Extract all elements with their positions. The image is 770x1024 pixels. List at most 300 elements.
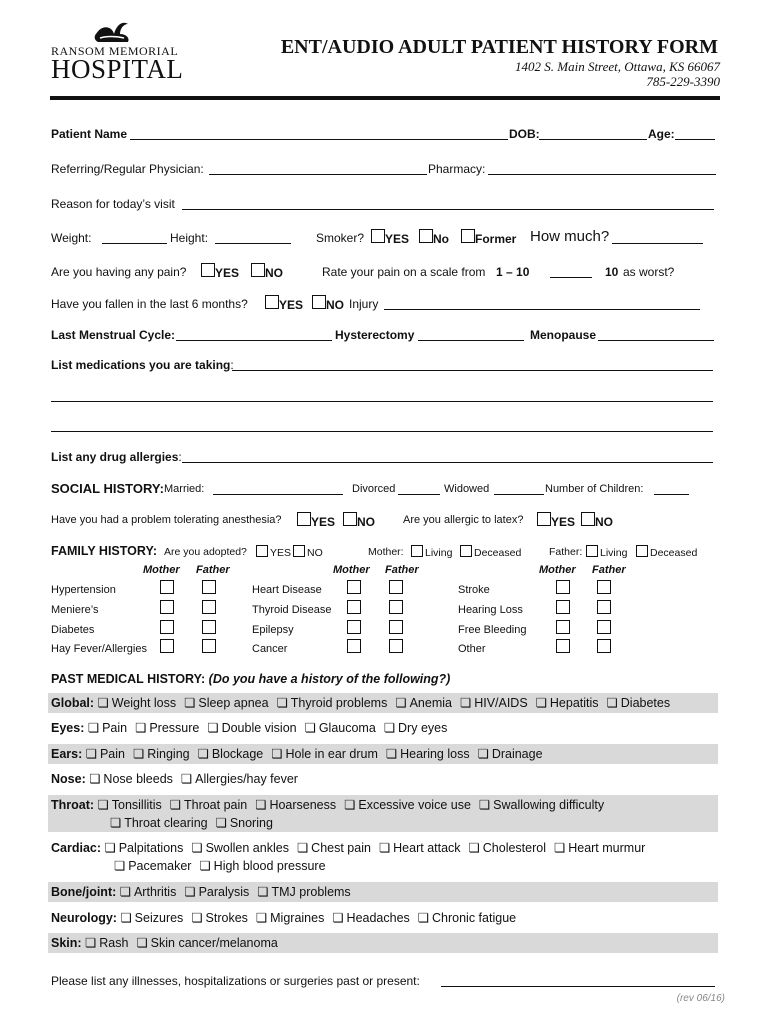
pmh-option-label: Thyroid problems bbox=[290, 696, 388, 710]
phone-line: 785-229-3390 bbox=[646, 74, 720, 89]
checkbox-icon[interactable]: ❏ bbox=[255, 798, 267, 812]
pmh-option[interactable] bbox=[271, 746, 378, 761]
pmh-option-label: Hoarseness bbox=[269, 798, 337, 812]
pmh-row-label: Eyes: bbox=[51, 721, 88, 735]
hysterectomy-field[interactable] bbox=[418, 340, 524, 341]
mother-checkbox[interactable] bbox=[556, 639, 570, 653]
pmh-row bbox=[51, 720, 455, 735]
medications-colon: : bbox=[230, 358, 234, 372]
pmh-option-label: Snoring bbox=[229, 816, 273, 830]
widowed-label: Widowed bbox=[444, 483, 490, 495]
illnesses-label: Please list any illnesses, hospitalizations or surgeries past or present: bbox=[51, 974, 420, 988]
pmh-option[interactable] bbox=[607, 695, 671, 710]
checkbox-icon[interactable] bbox=[581, 512, 595, 526]
married-label: Married: bbox=[164, 483, 205, 495]
mother-checkbox[interactable] bbox=[556, 580, 570, 594]
logo-text-big: HOSPITAL bbox=[51, 54, 184, 84]
pmh-option[interactable] bbox=[386, 746, 470, 761]
checkbox-icon[interactable] bbox=[460, 545, 472, 557]
checkbox-icon[interactable] bbox=[312, 295, 326, 309]
pmh-option-label: Arthritis bbox=[133, 885, 177, 899]
anesthesia-no[interactable] bbox=[343, 512, 375, 529]
fh-col2-item: Cancer bbox=[252, 643, 288, 655]
checkbox-icon[interactable] bbox=[537, 512, 551, 526]
father-checkbox[interactable] bbox=[202, 639, 216, 653]
height-field[interactable] bbox=[215, 243, 291, 244]
divorced-field[interactable] bbox=[398, 494, 440, 495]
pharmacy-field[interactable] bbox=[488, 174, 716, 175]
col2-father-header: Father bbox=[385, 564, 419, 576]
mother-checkbox[interactable] bbox=[160, 580, 174, 594]
age-field[interactable] bbox=[675, 139, 715, 140]
pmh-option-label: Dry eyes bbox=[398, 721, 448, 735]
pmh-option[interactable] bbox=[89, 771, 173, 786]
mother-checkbox[interactable] bbox=[347, 620, 361, 634]
pmh-row-continued bbox=[110, 815, 281, 830]
fallen-no-label: NO bbox=[326, 298, 344, 312]
divorced-label: Divorced bbox=[352, 483, 396, 495]
pain-no-label: NO bbox=[265, 266, 283, 280]
pain-question: Are you having any pain? bbox=[51, 265, 187, 279]
fh-col3-item: Free Bleeding bbox=[458, 624, 527, 636]
pmh-row bbox=[51, 910, 524, 925]
social-history-label: SOCIAL HISTORY: bbox=[51, 481, 164, 496]
patient-name-field[interactable] bbox=[130, 139, 508, 140]
pmh-option[interactable] bbox=[110, 815, 208, 830]
adopted-yes[interactable] bbox=[256, 545, 291, 559]
mother-status-label: Mother: bbox=[368, 546, 404, 558]
children-field[interactable] bbox=[654, 494, 689, 495]
children-label: Number of Children: bbox=[545, 483, 644, 495]
pmh-option-label: Pain bbox=[102, 721, 128, 735]
pmh-option[interactable] bbox=[120, 884, 177, 899]
fh-col3-item: Stroke bbox=[458, 584, 490, 596]
married-field[interactable] bbox=[213, 494, 343, 495]
checkbox-icon[interactable]: ❏ bbox=[535, 696, 547, 710]
checkbox-icon[interactable]: ❏ bbox=[85, 936, 97, 950]
checkbox-icon[interactable] bbox=[461, 229, 475, 243]
fh-col2-item: Heart Disease bbox=[252, 584, 322, 596]
fallen-question: Have you fallen in the last 6 months? bbox=[51, 297, 248, 311]
physician-field[interactable] bbox=[209, 174, 427, 175]
medications-field-3[interactable] bbox=[51, 431, 713, 432]
allergies-colon: : bbox=[178, 450, 182, 464]
injury-label: Injury bbox=[349, 297, 379, 311]
father-checkbox[interactable] bbox=[202, 620, 216, 634]
father-checkbox[interactable] bbox=[389, 639, 403, 653]
pmh-option[interactable] bbox=[198, 746, 264, 761]
header-rule bbox=[50, 96, 720, 100]
address-block bbox=[515, 59, 720, 89]
mother-deceased-label: Deceased bbox=[474, 547, 522, 559]
checkbox-icon[interactable]: ❏ bbox=[169, 798, 181, 812]
pmh-option[interactable] bbox=[305, 720, 376, 735]
fh-col2-item: Thyroid Disease bbox=[252, 604, 332, 616]
pmh-option-label: Allergies/hay fever bbox=[195, 772, 298, 786]
pmh-option-label: Hepatitis bbox=[549, 696, 599, 710]
checkbox-icon[interactable]: ❏ bbox=[207, 721, 219, 735]
checkbox-icon[interactable] bbox=[265, 295, 279, 309]
checkbox-icon[interactable]: ❏ bbox=[184, 696, 196, 710]
pmh-option-label: Hole in ear drum bbox=[285, 747, 378, 761]
pmh-option[interactable] bbox=[170, 797, 247, 812]
smoker-no-label: No bbox=[433, 232, 449, 246]
swan-logo-icon bbox=[92, 16, 132, 46]
checkbox-icon[interactable]: ❏ bbox=[478, 798, 491, 812]
pmh-option[interactable] bbox=[181, 771, 298, 786]
pmh-option[interactable] bbox=[379, 840, 461, 855]
fh-col3-item: Hearing Loss bbox=[458, 604, 523, 616]
checkbox-icon[interactable]: ❏ bbox=[344, 798, 356, 812]
checkbox-icon[interactable]: ❏ bbox=[215, 816, 227, 830]
mother-checkbox[interactable] bbox=[347, 600, 361, 614]
adopted-yes-label: YES bbox=[270, 547, 292, 559]
pmh-option[interactable] bbox=[554, 840, 645, 855]
medications-field-1[interactable] bbox=[232, 370, 713, 371]
mother-living[interactable] bbox=[411, 545, 452, 559]
adopted-question: Are you adopted? bbox=[164, 546, 247, 558]
checkbox-icon[interactable]: ❏ bbox=[197, 747, 209, 761]
pmh-option[interactable] bbox=[418, 910, 516, 925]
logo-text-small: RANSOM MEMORIAL bbox=[51, 44, 179, 58]
pmh-option-label: Chronic fatigue bbox=[432, 911, 517, 925]
checkbox-icon[interactable]: ❏ bbox=[120, 911, 132, 925]
pmh-option-label: Strokes bbox=[205, 911, 248, 925]
mother-checkbox[interactable] bbox=[160, 600, 174, 614]
pmh-option[interactable] bbox=[332, 910, 409, 925]
pmh-option[interactable] bbox=[297, 840, 371, 855]
fh-col2-item: Epilepsy bbox=[252, 624, 294, 636]
medications-field-2[interactable] bbox=[51, 401, 713, 402]
pmh-option-label: Pressure bbox=[149, 721, 200, 735]
adopted-no[interactable] bbox=[293, 545, 323, 559]
height-label: Height: bbox=[170, 231, 209, 245]
pmh-option-label: Nose bleeds bbox=[103, 772, 173, 786]
pain-no[interactable] bbox=[251, 263, 283, 280]
fh-col1-item: Hypertension bbox=[51, 584, 116, 596]
anesthesia-no-label: NO bbox=[357, 515, 375, 529]
father-checkbox[interactable] bbox=[202, 580, 216, 594]
father-checkbox[interactable] bbox=[389, 620, 403, 634]
mother-checkbox[interactable] bbox=[347, 639, 361, 653]
latex-no[interactable] bbox=[581, 512, 613, 529]
pmh-option-label: Blockage bbox=[211, 747, 264, 761]
mother-deceased[interactable] bbox=[460, 545, 521, 559]
age-label: Age: bbox=[648, 127, 675, 141]
adopted-no-label: NO bbox=[307, 547, 323, 559]
allergies-field[interactable] bbox=[182, 462, 713, 463]
pmh-option[interactable] bbox=[469, 840, 546, 855]
pmh-option-label: Heart attack bbox=[393, 841, 461, 855]
checkbox-icon[interactable] bbox=[293, 545, 305, 557]
menopause-label: Menopause bbox=[530, 328, 597, 342]
checkbox-icon[interactable]: ❏ bbox=[606, 696, 618, 710]
pmh-option[interactable] bbox=[136, 935, 277, 950]
checkbox-icon[interactable]: ❏ bbox=[135, 721, 147, 735]
pmh-option[interactable] bbox=[395, 695, 452, 710]
smoker-former[interactable] bbox=[461, 229, 516, 246]
pmh-option-label: Swollen ankles bbox=[205, 841, 289, 855]
fh-col1-item: Meniere’s bbox=[51, 604, 99, 616]
checkbox-icon[interactable]: ❏ bbox=[385, 747, 398, 761]
checkbox-icon[interactable]: ❏ bbox=[180, 772, 193, 786]
checkbox-icon[interactable]: ❏ bbox=[110, 816, 122, 830]
pain-yes-label: YES bbox=[215, 266, 240, 280]
checkbox-icon[interactable] bbox=[371, 229, 385, 243]
pmh-option[interactable] bbox=[105, 840, 184, 855]
checkbox-icon[interactable]: ❏ bbox=[395, 696, 407, 710]
pmh-option-label: Rash bbox=[99, 936, 129, 950]
checkbox-icon[interactable] bbox=[411, 545, 423, 557]
pmh-row bbox=[51, 840, 653, 855]
pmh-row bbox=[51, 746, 551, 761]
latex-no-label: NO bbox=[595, 515, 613, 529]
pmh-option[interactable] bbox=[86, 746, 125, 761]
pmh-option[interactable] bbox=[191, 910, 248, 925]
form-title: ENT/AUDIO ADULT PATIENT HISTORY FORM bbox=[280, 36, 718, 58]
anesthesia-question: Have you had a problem tolerating anesthesia? bbox=[51, 514, 282, 526]
anesthesia-yes-label: YES bbox=[311, 515, 336, 529]
pmh-option[interactable] bbox=[256, 910, 324, 925]
father-living[interactable] bbox=[586, 545, 627, 559]
pmh-row bbox=[51, 935, 286, 950]
pmh-option[interactable] bbox=[478, 746, 543, 761]
checkbox-icon[interactable]: ❏ bbox=[97, 798, 109, 812]
pmh-option[interactable] bbox=[114, 858, 191, 873]
pmh-option-label: TMJ problems bbox=[271, 885, 351, 899]
weight-field[interactable] bbox=[102, 243, 167, 244]
lmc-label: Last Menstrual Cycle: bbox=[51, 328, 176, 342]
checkbox-icon[interactable]: ❏ bbox=[304, 721, 316, 735]
father-checkbox[interactable] bbox=[597, 580, 611, 594]
pmh-option[interactable] bbox=[255, 797, 336, 812]
pmh-option-label: HIV/AIDS bbox=[474, 696, 528, 710]
illnesses-field[interactable] bbox=[441, 986, 715, 987]
pmh-option[interactable] bbox=[199, 858, 325, 873]
pmh-option-label: Migraines bbox=[270, 911, 325, 925]
lmc-field[interactable] bbox=[176, 340, 332, 341]
how-much-label: How much? bbox=[530, 228, 610, 245]
pmh-row bbox=[51, 797, 612, 812]
pmh-option-label: Throat clearing bbox=[124, 816, 208, 830]
checkbox-icon[interactable] bbox=[297, 512, 311, 526]
reason-field[interactable] bbox=[182, 209, 714, 210]
checkbox-icon[interactable] bbox=[201, 263, 215, 277]
father-checkbox[interactable] bbox=[389, 580, 403, 594]
allergies-row bbox=[51, 450, 182, 464]
fallen-no[interactable] bbox=[312, 295, 344, 312]
pmh-option[interactable] bbox=[98, 695, 177, 710]
checkbox-icon[interactable]: ❏ bbox=[459, 696, 472, 710]
checkbox-icon[interactable]: ❏ bbox=[257, 885, 269, 899]
father-living-label: Living bbox=[600, 547, 628, 559]
checkbox-icon[interactable] bbox=[343, 512, 357, 526]
pmh-option[interactable] bbox=[135, 720, 199, 735]
pain-scale-label: Rate your pain on a scale from bbox=[322, 265, 486, 279]
mother-checkbox[interactable] bbox=[556, 600, 570, 614]
pmh-option[interactable] bbox=[536, 695, 599, 710]
mother-checkbox[interactable] bbox=[160, 620, 174, 634]
father-checkbox[interactable] bbox=[597, 620, 611, 634]
medications-row bbox=[51, 358, 234, 372]
pmh-option-label: Anemia bbox=[409, 696, 452, 710]
checkbox-icon[interactable]: ❏ bbox=[255, 911, 268, 925]
pmh-option[interactable] bbox=[133, 746, 190, 761]
checkbox-icon[interactable]: ❏ bbox=[97, 696, 109, 710]
pmh-row-label: Nose: bbox=[51, 772, 90, 786]
checkbox-icon[interactable]: ❏ bbox=[477, 747, 489, 761]
checkbox-icon[interactable]: ❏ bbox=[332, 911, 344, 925]
pmh-option-label: Hearing loss bbox=[400, 747, 470, 761]
smoker-no[interactable] bbox=[419, 229, 449, 246]
pmh-option-label: Glaucoma bbox=[318, 721, 376, 735]
checkbox-icon[interactable]: ❏ bbox=[271, 747, 283, 761]
pmh-option[interactable] bbox=[384, 720, 448, 735]
pmh-option-label: Tonsillitis bbox=[111, 798, 162, 812]
pain-yes[interactable] bbox=[201, 263, 239, 280]
col3-mother-header: Mother bbox=[539, 564, 576, 576]
checkbox-icon[interactable]: ❏ bbox=[296, 841, 309, 855]
pmh-row-label: Ears: bbox=[51, 747, 86, 761]
allergies-label: List any drug allergies bbox=[51, 450, 179, 464]
checkbox-icon[interactable]: ❏ bbox=[136, 936, 148, 950]
menopause-field[interactable] bbox=[598, 340, 714, 341]
fh-col1-item: Hay Fever/Allergies bbox=[51, 643, 147, 655]
pmh-option-label: Cholesterol bbox=[482, 841, 546, 855]
latex-question: Are you allergic to latex? bbox=[403, 514, 524, 526]
address-line: 1402 S. Main Street, Ottawa, KS 66067 bbox=[515, 59, 720, 74]
pmh-row bbox=[51, 771, 306, 786]
pmh-option[interactable] bbox=[460, 695, 528, 710]
pmh-option[interactable] bbox=[207, 720, 296, 735]
pain-worst-label: as worst? bbox=[623, 265, 675, 279]
pmh-option-label: Weight loss bbox=[111, 696, 177, 710]
pmh-option-label: Swallowing difficulty bbox=[493, 798, 605, 812]
pmh-option[interactable] bbox=[98, 797, 162, 812]
checkbox-icon[interactable]: ❏ bbox=[468, 841, 480, 855]
pmh-option[interactable] bbox=[344, 797, 471, 812]
checkbox-icon[interactable]: ❏ bbox=[276, 696, 288, 710]
checkbox-icon[interactable]: ❏ bbox=[133, 747, 145, 761]
pmh-option[interactable] bbox=[277, 695, 388, 710]
dob-field[interactable] bbox=[539, 139, 647, 140]
revision-note: (rev 06/16) bbox=[676, 993, 725, 1004]
pmh-option[interactable] bbox=[184, 884, 249, 899]
checkbox-icon[interactable] bbox=[636, 545, 648, 557]
pmh-option-label: Headaches bbox=[346, 911, 410, 925]
pmh-option[interactable] bbox=[479, 797, 604, 812]
pmh-row bbox=[51, 884, 359, 899]
father-checkbox[interactable] bbox=[202, 600, 216, 614]
checkbox-icon[interactable] bbox=[586, 545, 598, 557]
mother-living-label: Living bbox=[425, 547, 453, 559]
checkbox-icon[interactable]: ❏ bbox=[199, 859, 211, 873]
pmh-option[interactable] bbox=[216, 815, 273, 830]
pmh-option[interactable] bbox=[88, 720, 127, 735]
pmh-row bbox=[51, 695, 678, 710]
father-checkbox[interactable] bbox=[389, 600, 403, 614]
checkbox-icon[interactable]: ❏ bbox=[119, 885, 131, 899]
hysterectomy-label: Hysterectomy bbox=[335, 328, 415, 342]
checkbox-icon[interactable]: ❏ bbox=[378, 841, 391, 855]
father-checkbox[interactable] bbox=[597, 639, 611, 653]
pmh-option-label: Ringing bbox=[147, 747, 190, 761]
pmh-option-label: Seizures bbox=[134, 911, 184, 925]
checkbox-icon[interactable]: ❏ bbox=[417, 911, 430, 925]
pmh-question: (Do you have a history of the following?) bbox=[208, 672, 451, 686]
physician-label: Referring/Regular Physician: bbox=[51, 162, 204, 176]
pmh-option[interactable] bbox=[257, 884, 350, 899]
checkbox-icon[interactable]: ❏ bbox=[383, 721, 396, 735]
pmh-option[interactable] bbox=[120, 910, 183, 925]
pmh-row-label: Skin: bbox=[51, 936, 86, 950]
fallen-yes[interactable] bbox=[265, 295, 303, 312]
smoker-former-label: Former bbox=[475, 232, 517, 246]
how-much-field[interactable] bbox=[612, 243, 703, 244]
father-deceased-label: Deceased bbox=[650, 547, 698, 559]
widowed-field[interactable] bbox=[494, 494, 544, 495]
checkbox-icon[interactable]: ❏ bbox=[85, 747, 97, 761]
father-checkbox[interactable] bbox=[597, 600, 611, 614]
checkbox-icon[interactable]: ❏ bbox=[87, 721, 100, 735]
checkbox-icon[interactable] bbox=[251, 263, 265, 277]
latex-yes-label: YES bbox=[551, 515, 576, 529]
pmh-label bbox=[51, 672, 450, 686]
injury-field[interactable] bbox=[384, 309, 700, 310]
pmh-option-label: Double vision bbox=[221, 721, 297, 735]
mother-checkbox[interactable] bbox=[556, 620, 570, 634]
fh-col3-item: Other bbox=[458, 643, 486, 655]
pmh-option-label: Throat pain bbox=[183, 798, 248, 812]
pmh-label-text: PAST MEDICAL HISTORY: bbox=[51, 672, 206, 686]
pmh-option-label: Heart murmur bbox=[568, 841, 646, 855]
checkbox-icon[interactable]: ❏ bbox=[114, 859, 126, 873]
pmh-row-label: Cardiac: bbox=[51, 841, 105, 855]
col1-father-header: Father bbox=[196, 564, 230, 576]
mother-checkbox[interactable] bbox=[160, 639, 174, 653]
checkbox-icon[interactable]: ❏ bbox=[89, 772, 101, 786]
col3-father-header: Father bbox=[592, 564, 626, 576]
smoker-label: Smoker? bbox=[316, 231, 365, 245]
checkbox-icon[interactable]: ❏ bbox=[191, 841, 203, 855]
reason-label: Reason for today’s visit bbox=[51, 197, 175, 211]
pmh-option-label: Pain bbox=[99, 747, 125, 761]
checkbox-icon[interactable]: ❏ bbox=[104, 841, 116, 855]
pharmacy-label: Pharmacy: bbox=[428, 162, 486, 176]
checkbox-icon[interactable]: ❏ bbox=[191, 911, 203, 925]
mother-checkbox[interactable] bbox=[347, 580, 361, 594]
smoker-yes[interactable] bbox=[371, 229, 409, 246]
anesthesia-yes[interactable] bbox=[297, 512, 335, 529]
pmh-option[interactable] bbox=[85, 935, 128, 950]
checkbox-icon[interactable] bbox=[419, 229, 433, 243]
checkbox-icon[interactable] bbox=[256, 545, 268, 557]
checkbox-icon[interactable]: ❏ bbox=[554, 841, 566, 855]
checkbox-icon[interactable]: ❏ bbox=[184, 885, 196, 899]
pain-scale-field[interactable] bbox=[550, 277, 592, 278]
pmh-option-label: High blood pressure bbox=[213, 859, 326, 873]
pain-range: 1 – 10 bbox=[496, 265, 530, 279]
pmh-option[interactable] bbox=[191, 840, 289, 855]
latex-yes[interactable] bbox=[537, 512, 575, 529]
father-deceased[interactable] bbox=[636, 545, 697, 559]
pmh-option-label: Drainage bbox=[491, 747, 543, 761]
pmh-row-label: Bone/joint: bbox=[51, 885, 120, 899]
family-history-label: FAMILY HISTORY: bbox=[51, 544, 158, 558]
dob-label: DOB: bbox=[509, 127, 540, 141]
pmh-row-label: Global: bbox=[51, 696, 98, 710]
pmh-option[interactable] bbox=[184, 695, 268, 710]
